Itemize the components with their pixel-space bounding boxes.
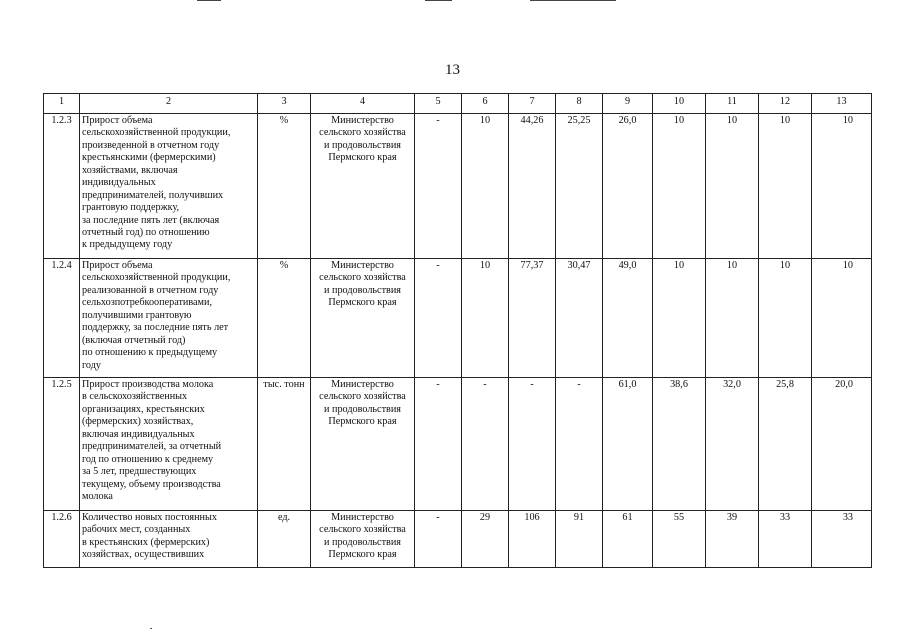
value-cell: - bbox=[462, 378, 509, 511]
value-cell: 10 bbox=[653, 114, 706, 259]
indicator-name-line: молока bbox=[82, 490, 113, 502]
top-rule-left bbox=[197, 0, 221, 1]
table-row bbox=[44, 259, 872, 378]
value-cell: 25,8 bbox=[759, 378, 812, 511]
value-cell: - bbox=[509, 378, 556, 511]
responsible-cell: Министерство сельского хозяйства и продовольствия Пермского края bbox=[311, 114, 415, 259]
indicator-name-line: Прирост производства молока bbox=[82, 379, 214, 390]
indicator-name-line: текущему, объему производства bbox=[82, 478, 221, 490]
value-cell: 10 bbox=[706, 259, 759, 378]
indicator-name-line: сельхозпотребкооперативами, bbox=[82, 297, 212, 309]
table-row bbox=[44, 378, 872, 511]
value-cell: 77,37 bbox=[509, 259, 556, 378]
header-cell: 12 bbox=[759, 94, 812, 114]
value-cell: 49,0 bbox=[603, 259, 653, 378]
value-cell: 44,26 bbox=[509, 114, 556, 259]
value-cell: - bbox=[556, 378, 603, 511]
indicator-name-line: крестьянскими (фермерскими) bbox=[82, 152, 216, 164]
indicator-name-line: за последние пять лет (включая bbox=[82, 214, 220, 226]
responsible-cell: Министерство сельского хозяйства и продовольствия Пермского края bbox=[311, 259, 415, 378]
value-cell: 10 bbox=[812, 259, 872, 378]
indicator-name bbox=[80, 259, 258, 378]
value-cell: 32,0 bbox=[706, 378, 759, 511]
header-cell: 9 bbox=[603, 94, 653, 114]
indicator-name-line: поддержку, за последние пять лет bbox=[82, 322, 229, 334]
indicator-name-line: хозяйствами, включая bbox=[82, 164, 178, 176]
value-cell: 33 bbox=[812, 511, 872, 568]
unit-cell: % bbox=[258, 259, 311, 378]
header-cell: 6 bbox=[462, 94, 509, 114]
value-cell: - bbox=[415, 259, 462, 378]
value-cell: 10 bbox=[812, 114, 872, 259]
indicator-name bbox=[80, 378, 258, 511]
scan-speck bbox=[150, 628, 152, 629]
indicator-name-line: к предыдущему году bbox=[82, 239, 173, 251]
value-cell: 26,0 bbox=[603, 114, 653, 259]
unit-cell: тыс. тонн bbox=[258, 378, 311, 511]
value-cell: 106 bbox=[509, 511, 556, 568]
indicator-name-line: организациях, крестьянских bbox=[82, 403, 205, 415]
indicator-name-line: в сельскохозяйственных bbox=[82, 391, 188, 403]
responsible-cell: Министерство сельского хозяйства и продовольствия Пермского края bbox=[311, 378, 415, 511]
indicator-name bbox=[80, 511, 258, 568]
value-cell: 20,0 bbox=[812, 378, 872, 511]
indicator-name-line: по отношению к предыдущему bbox=[82, 347, 218, 359]
header-cell: 13 bbox=[812, 94, 872, 114]
row-number: 1.2.6 bbox=[44, 511, 80, 568]
header-cell: 1 bbox=[44, 94, 80, 114]
indicator-name-line: хозяйствах, осуществивших bbox=[82, 549, 205, 561]
header-cell: 5 bbox=[415, 94, 462, 114]
value-cell: 10 bbox=[759, 259, 812, 378]
value-cell: 25,25 bbox=[556, 114, 603, 259]
indicator-name-line: реализованной в отчетном году bbox=[82, 284, 219, 296]
indicator-name-line: Прирост объема bbox=[82, 115, 153, 126]
value-cell: 33 bbox=[759, 511, 812, 568]
indicator-name-line: год по отношению к среднему bbox=[82, 453, 214, 465]
top-rule-right bbox=[530, 0, 616, 1]
responsible-cell: Министерство сельского хозяйства и продовольствия Пермского края bbox=[311, 511, 415, 568]
value-cell: 29 bbox=[462, 511, 509, 568]
value-cell: 39 bbox=[706, 511, 759, 568]
top-rule-middle bbox=[425, 0, 452, 1]
value-cell: - bbox=[415, 378, 462, 511]
indicator-name-line: Прирост объема bbox=[82, 260, 153, 271]
indicator-name-line: предпринимателей, получивших bbox=[82, 189, 224, 201]
indicator-name-line: Количество новых постоянных bbox=[82, 512, 217, 523]
table-row bbox=[44, 511, 872, 568]
header-cell: 7 bbox=[509, 94, 556, 114]
indicator-name-line: индивидуальных bbox=[82, 177, 156, 189]
value-cell: 10 bbox=[462, 114, 509, 259]
indicator-name-line: сельскохозяйственной продукции, bbox=[82, 272, 231, 284]
value-cell: 10 bbox=[653, 259, 706, 378]
indicator-name-line: в крестьянских (фермерских) bbox=[82, 536, 210, 548]
indicator-name-line: предпринимателей, за отчетный bbox=[82, 441, 222, 453]
indicator-name-line: рабочих мест, созданных bbox=[82, 524, 191, 536]
value-cell: - bbox=[415, 114, 462, 259]
value-cell: 55 bbox=[653, 511, 706, 568]
indicator-name-line: получившими грантовую bbox=[82, 309, 192, 321]
indicator-name-line: сельскохозяйственной продукции, bbox=[82, 127, 231, 139]
indicator-name-line: (фермерских) хозяйствах, bbox=[82, 416, 194, 428]
table-row bbox=[44, 114, 872, 259]
indicator-name-line: отчетный год) по отношению bbox=[82, 226, 210, 238]
value-cell: 10 bbox=[706, 114, 759, 259]
value-cell: 38,6 bbox=[653, 378, 706, 511]
header-cell: 8 bbox=[556, 94, 603, 114]
value-cell: 61,0 bbox=[603, 378, 653, 511]
header-cell: 11 bbox=[706, 94, 759, 114]
indicator-name-line: включая индивидуальных bbox=[82, 428, 195, 440]
header-row bbox=[44, 94, 872, 114]
header-cell: 4 bbox=[311, 94, 415, 114]
unit-cell: ед. bbox=[258, 511, 311, 568]
indicator-name-line: произведенной в отчетном году bbox=[82, 139, 220, 151]
indicator-name-line: году bbox=[82, 359, 102, 371]
unit-cell: % bbox=[258, 114, 311, 259]
row-number: 1.2.3 bbox=[44, 114, 80, 259]
page-number: 13 bbox=[445, 62, 460, 78]
value-cell: 10 bbox=[462, 259, 509, 378]
header-cell: 3 bbox=[258, 94, 311, 114]
header-cell: 10 bbox=[653, 94, 706, 114]
indicator-name-line: за 5 лет, предшествующих bbox=[82, 466, 197, 478]
indicator-name-line: (включая отчетный год) bbox=[82, 334, 186, 346]
header-cell: 2 bbox=[80, 94, 258, 114]
indicator-name bbox=[80, 114, 258, 259]
row-number: 1.2.4 bbox=[44, 259, 80, 378]
value-cell: - bbox=[415, 511, 462, 568]
value-cell: 91 bbox=[556, 511, 603, 568]
indicator-name-line: грантовую поддержку, bbox=[82, 202, 180, 214]
value-cell: 30,47 bbox=[556, 259, 603, 378]
indicators-table bbox=[43, 93, 872, 568]
value-cell: 10 bbox=[759, 114, 812, 259]
value-cell: 61 bbox=[603, 511, 653, 568]
row-number: 1.2.5 bbox=[44, 378, 80, 511]
